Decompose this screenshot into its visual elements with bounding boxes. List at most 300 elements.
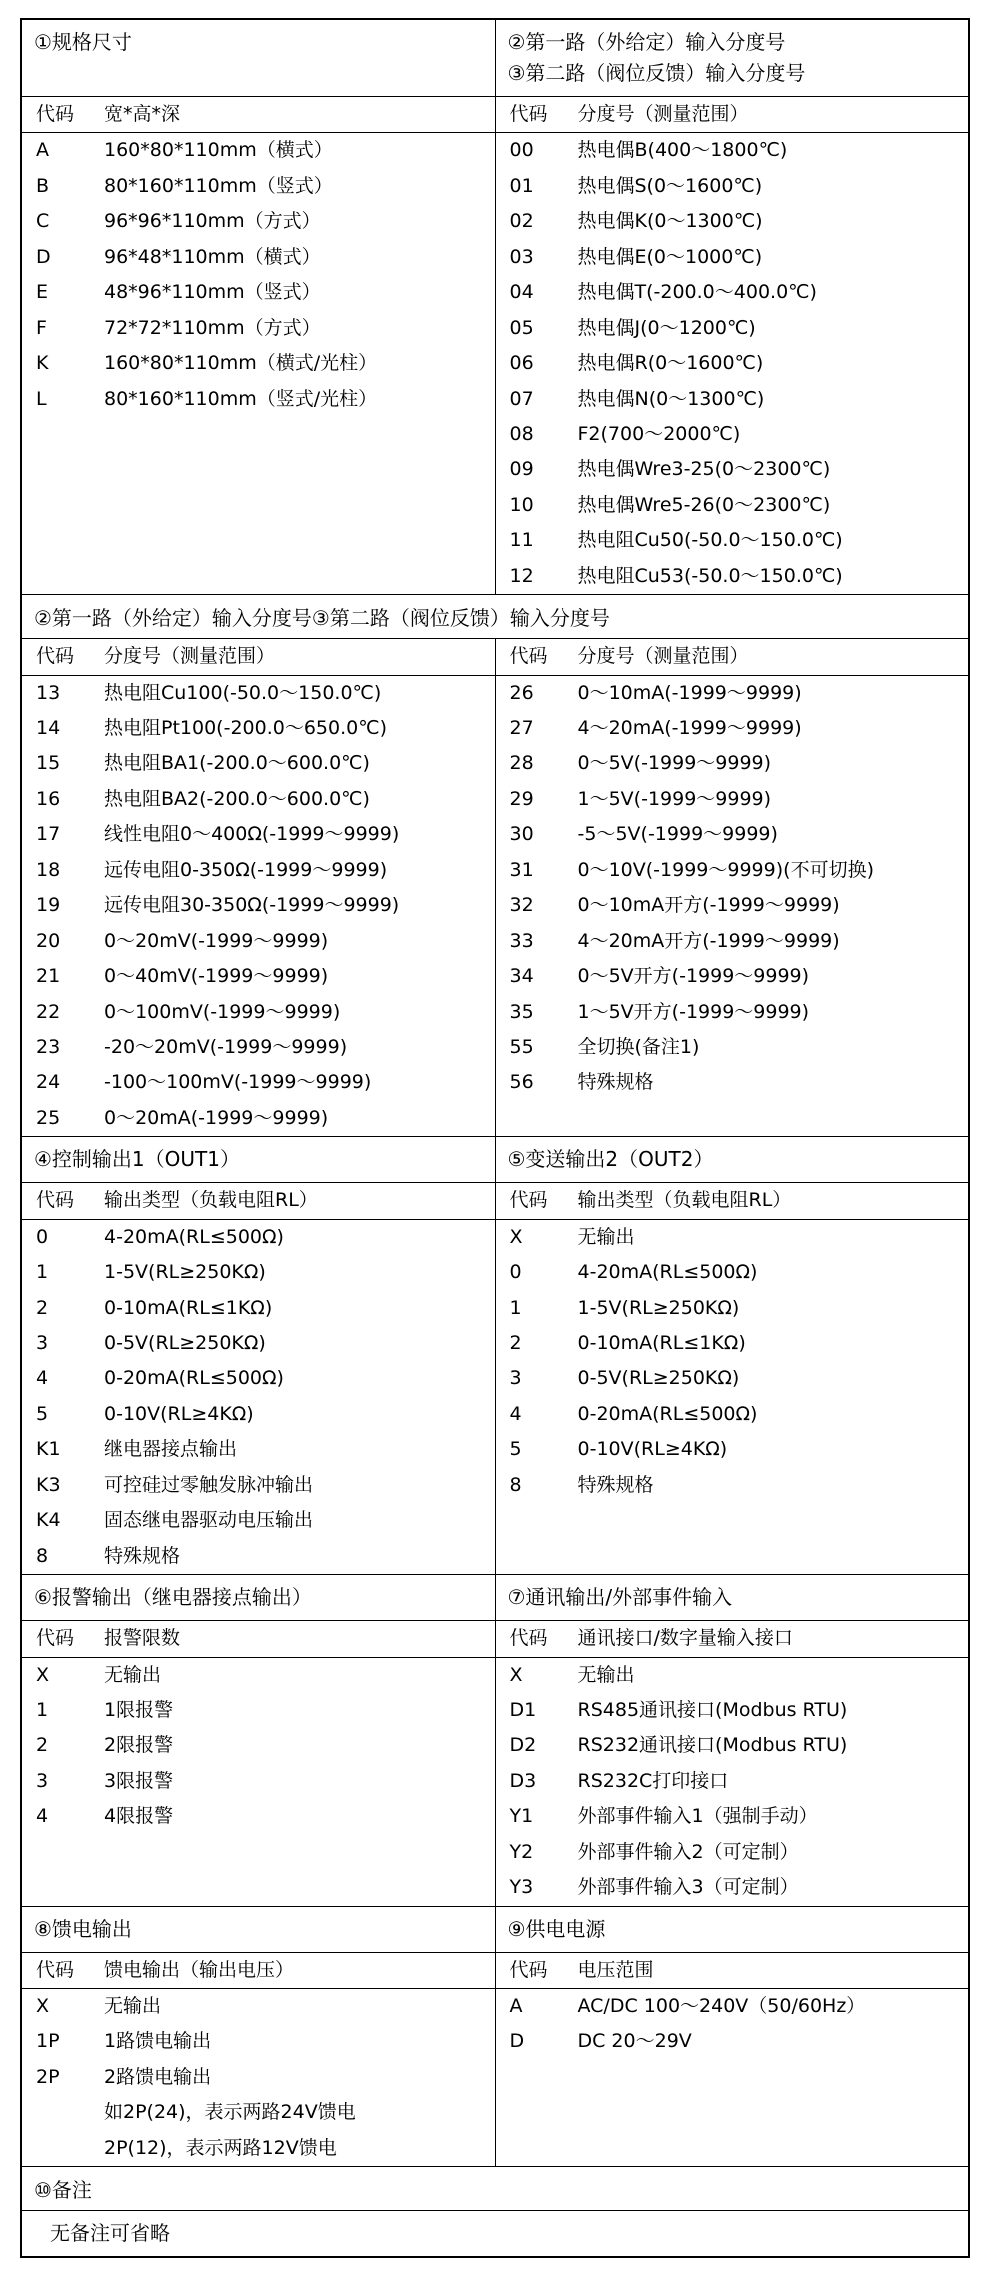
section-6-body-cell xyxy=(21,1657,495,1906)
row-desc: 1-5V(RL≥250KΩ) xyxy=(104,1261,266,1284)
section-6-rows xyxy=(22,1658,495,1835)
row-code: 1P xyxy=(36,2030,60,2053)
row-desc: 特殊规格 xyxy=(577,1473,654,1496)
row-desc: 热电阻BA2(-200.0～600.0℃) xyxy=(104,787,370,810)
section-7-body-cell xyxy=(495,1657,969,1906)
section-23-cont-header-row xyxy=(21,595,969,639)
table-row xyxy=(22,240,495,275)
table-row xyxy=(496,523,969,558)
row-code: D xyxy=(509,2030,525,2053)
table-row xyxy=(22,169,495,204)
row-desc: 0-10mA(RL≤1KΩ) xyxy=(577,1332,746,1354)
row-code: 10 xyxy=(509,493,534,516)
table-row xyxy=(22,1397,495,1432)
row-desc: 远传电阻30-350Ω(-1999～9999) xyxy=(104,894,400,917)
table-row xyxy=(496,1835,969,1870)
table-row xyxy=(496,959,969,994)
row-code: 25 xyxy=(36,1106,61,1129)
row-code: 55 xyxy=(509,1035,534,1058)
section-3-title-line2: ③第二路（阀位反馈）输入分度号 xyxy=(507,61,806,85)
col-header-code: 代码 xyxy=(509,1627,548,1650)
row-code: K3 xyxy=(36,1473,61,1496)
row-code: 8 xyxy=(36,1544,49,1567)
row-desc: 1限报警 xyxy=(104,1698,174,1721)
row-code: 09 xyxy=(509,458,534,481)
row-desc: 外部事件输入3（可定制） xyxy=(577,1876,799,1899)
section-10-title: ⑩备注 xyxy=(34,2178,92,2203)
table-row xyxy=(496,1799,969,1834)
row-desc: RS232通讯接口(Modbus RTU) xyxy=(577,1734,848,1757)
row-code: 1 xyxy=(36,1261,49,1284)
row-desc: 热电偶T(-200.0～400.0℃) xyxy=(577,281,817,304)
row-note: 2P(12)，表示两路12V馈电 xyxy=(104,2136,337,2159)
table-row xyxy=(496,1953,969,1988)
table-row xyxy=(496,1989,969,2024)
row-code: 1 xyxy=(509,1296,522,1319)
section-10-note: 无备注可省略 xyxy=(22,2211,968,2256)
row-code: 4 xyxy=(509,1402,522,1425)
section-9-colheader xyxy=(496,1953,969,1988)
row-desc: 热电偶S(0～1600℃) xyxy=(577,174,763,197)
row-code: 31 xyxy=(509,858,534,881)
specification-table xyxy=(20,18,970,2258)
row-code: 35 xyxy=(509,1000,534,1023)
row-desc: 0-5V(RL≥250KΩ) xyxy=(577,1367,740,1390)
col-header-code: 代码 xyxy=(36,1958,75,1981)
section-1-colheader-cell xyxy=(21,97,495,133)
section-header-row-45 xyxy=(21,1137,969,1183)
row-desc: 0-10V(RL≥4KΩ) xyxy=(104,1402,254,1425)
table-row xyxy=(496,97,969,132)
body-row-45 xyxy=(21,1219,969,1574)
section-6-colheader-cell xyxy=(21,1621,495,1657)
row-desc: RS232C打印接口 xyxy=(577,1769,729,1792)
row-desc: 继电器接点输出 xyxy=(104,1438,238,1461)
section-2-title xyxy=(496,20,969,96)
table-row xyxy=(496,559,969,594)
row-desc: 0～10mA(-1999～9999) xyxy=(577,681,802,704)
table-row xyxy=(496,1361,969,1396)
row-code: 01 xyxy=(509,174,534,197)
row-code: 17 xyxy=(36,823,61,846)
row-desc: 无输出 xyxy=(577,1225,635,1248)
row-code: 0 xyxy=(36,1225,49,1248)
row-desc: 80*160*110mm（竖式/光柱） xyxy=(104,387,378,410)
row-desc: 外部事件输入1（强制手动） xyxy=(577,1805,818,1828)
section-8-colheader xyxy=(22,1953,495,1988)
row-code: 13 xyxy=(36,681,61,704)
table-row xyxy=(496,711,969,746)
table-row xyxy=(496,782,969,817)
column-header-row-89 xyxy=(21,1952,969,1988)
table-row xyxy=(496,1397,969,1432)
section-9-header-cell xyxy=(495,1906,969,1952)
row-desc: 热电偶B(400～1800℃) xyxy=(577,139,788,162)
row-code: 2 xyxy=(36,1734,49,1757)
section-9-body-cell xyxy=(495,1989,969,2167)
row-desc: 4-20mA(RL≤500Ω) xyxy=(104,1225,284,1248)
table-row xyxy=(496,888,969,923)
row-desc: 72*72*110mm（方式） xyxy=(104,316,321,339)
table-row xyxy=(496,1220,969,1255)
table-row xyxy=(496,346,969,381)
row-code: D3 xyxy=(509,1769,537,1792)
section-23-left-rows xyxy=(22,676,495,1137)
table-row xyxy=(496,311,969,346)
row-code: 06 xyxy=(509,352,534,375)
table-row xyxy=(496,1764,969,1799)
row-desc: 固态继电器驱动电压输出 xyxy=(104,1509,314,1532)
col-header-code: 代码 xyxy=(36,1627,75,1650)
row-code: 02 xyxy=(509,210,534,233)
section-5-rows xyxy=(496,1220,969,1504)
section-1-colheader xyxy=(22,97,495,132)
row-code: X xyxy=(36,1663,50,1686)
table-row xyxy=(22,711,495,746)
table-row xyxy=(496,488,969,523)
table-row xyxy=(496,1432,969,1467)
row-code: F xyxy=(36,316,47,339)
row-code: 56 xyxy=(509,1071,534,1094)
row-code: 29 xyxy=(509,787,534,810)
row-desc: 热电阻Cu50(-50.0～150.0℃) xyxy=(577,529,843,552)
row-desc: 热电偶N(0～1300℃) xyxy=(577,387,765,410)
row-code: X xyxy=(36,1995,50,2017)
row-desc: 热电偶E(0～1000℃) xyxy=(577,245,763,268)
row-code: 27 xyxy=(509,717,534,739)
section-1-header-cell xyxy=(21,19,495,97)
row-desc: -5～5V(-1999～9999) xyxy=(577,823,778,846)
section-23-cont-left-colheader-cell xyxy=(21,639,495,675)
row-desc: 4限报警 xyxy=(104,1805,174,1828)
row-code: 5 xyxy=(36,1402,49,1425)
col-header-desc: 分度号（测量范围） xyxy=(577,645,749,668)
section-23-cont-left-body-cell xyxy=(21,675,495,1137)
row-code: 5 xyxy=(509,1438,522,1461)
table-row xyxy=(496,1658,969,1693)
row-code: 00 xyxy=(509,139,534,162)
section-6-header-cell xyxy=(21,1575,495,1621)
row-desc: 1～5V(-1999～9999) xyxy=(577,787,772,810)
section-23-right-rows xyxy=(496,676,969,1101)
table-row xyxy=(496,1255,969,1290)
row-code: A xyxy=(36,139,49,162)
column-header-row-45 xyxy=(21,1183,969,1219)
table-row xyxy=(22,2024,495,2059)
col-header-desc: 宽*高*深 xyxy=(104,103,181,125)
row-code: 3 xyxy=(36,1769,49,1792)
row-code: 16 xyxy=(36,787,61,810)
col-header-desc: 输出类型（负载电阻RL） xyxy=(577,1189,792,1212)
row-code: 32 xyxy=(509,894,534,917)
section-5-body-cell xyxy=(495,1219,969,1574)
row-desc: 0-5V(RL≥250KΩ) xyxy=(104,1332,266,1354)
row-desc: 0-20mA(RL≤500Ω) xyxy=(104,1367,284,1390)
row-code: 30 xyxy=(509,823,534,846)
row-code: D1 xyxy=(509,1698,537,1721)
table-row xyxy=(22,782,495,817)
row-desc: 1-5V(RL≥250KΩ) xyxy=(577,1296,740,1319)
table-row xyxy=(496,924,969,959)
section-6-title: ⑥报警输出（继电器接点输出） xyxy=(22,1575,495,1620)
section-2-body-cell xyxy=(495,133,969,595)
col-header-desc: 报警限数 xyxy=(104,1627,181,1650)
row-code: 2P xyxy=(36,2065,60,2088)
row-code: 19 xyxy=(36,894,61,917)
table-row xyxy=(496,240,969,275)
row-code: 4 xyxy=(36,1367,49,1390)
row-code: A xyxy=(509,1995,523,2017)
section-10-body-cell xyxy=(21,2211,969,2258)
row-desc: 热电偶Wre5-26(0～2300℃) xyxy=(577,493,831,516)
row-desc: 0-10mA(RL≤1KΩ) xyxy=(104,1296,273,1319)
table-row xyxy=(22,959,495,994)
table-row xyxy=(22,346,495,381)
row-code: Y2 xyxy=(509,1840,534,1863)
section-23-cont-right-colheader-cell xyxy=(495,639,969,675)
section-10-header-cell xyxy=(21,2167,969,2211)
row-code: Y3 xyxy=(509,1876,534,1899)
col-header-desc: 分度号（测量范围） xyxy=(104,645,276,668)
table-row xyxy=(22,275,495,310)
section-header-row-1 xyxy=(21,19,969,97)
table-row xyxy=(496,1468,969,1503)
row-code: 2 xyxy=(36,1296,49,1319)
section-header-row-89 xyxy=(21,1906,969,1952)
section-4-rows xyxy=(22,1220,495,1574)
table-row xyxy=(22,1764,495,1799)
row-desc: 热电阻Cu100(-50.0～150.0℃) xyxy=(104,681,382,704)
row-code: 3 xyxy=(509,1367,522,1390)
row-desc: 热电阻Cu53(-50.0～150.0℃) xyxy=(577,564,843,587)
row-desc: DC 20～29V xyxy=(577,2030,692,2053)
section-6-colheader xyxy=(22,1621,495,1656)
colheader-right xyxy=(496,639,969,674)
row-desc: RS485通讯接口(Modbus RTU) xyxy=(577,1698,848,1721)
table-row xyxy=(496,817,969,852)
section-5-colheader xyxy=(496,1183,969,1218)
column-header-row-67 xyxy=(21,1621,969,1657)
table-row xyxy=(496,1291,969,1326)
row-desc: 全切换(备注1) xyxy=(577,1035,700,1058)
table-row xyxy=(496,452,969,487)
row-desc: 无输出 xyxy=(104,1663,162,1686)
row-code: 20 xyxy=(36,929,61,952)
table-row xyxy=(496,639,969,674)
table-row xyxy=(22,1220,495,1255)
table-row xyxy=(22,1468,495,1503)
row-code: 26 xyxy=(509,681,534,704)
table-row xyxy=(22,853,495,888)
row-code: X xyxy=(509,1225,523,1248)
row-code: 22 xyxy=(36,1000,61,1023)
row-desc: 无输出 xyxy=(104,1995,162,2017)
section-9-rows xyxy=(496,1989,969,2060)
table-row xyxy=(22,1183,495,1218)
section-8-title: ⑧馈电输出 xyxy=(22,1907,495,1952)
body-row-2 xyxy=(21,675,969,1137)
row-desc: 线性电阻0～400Ω(-1999～9999) xyxy=(104,823,400,846)
table-row xyxy=(22,1693,495,1728)
row-desc: 特殊规格 xyxy=(577,1071,654,1094)
row-desc: 4-20mA(RL≤500Ω) xyxy=(577,1261,758,1284)
row-code: 07 xyxy=(509,387,534,410)
table-row xyxy=(496,275,969,310)
row-code: 14 xyxy=(36,717,61,739)
table-row xyxy=(496,382,969,417)
section-8-rows xyxy=(22,1989,495,2166)
table-row xyxy=(22,639,495,674)
column-header-row-2 xyxy=(21,639,969,675)
table-row xyxy=(22,924,495,959)
section-7-rows xyxy=(496,1658,969,1906)
row-code: 03 xyxy=(509,245,534,268)
row-desc: 热电偶Wre3-25(0～2300℃) xyxy=(577,458,831,481)
row-code: 05 xyxy=(509,316,534,339)
table-row xyxy=(22,1101,495,1136)
table-row xyxy=(496,2024,969,2059)
row-desc: AC/DC 100～240V（50/60Hz） xyxy=(577,1995,866,2017)
table-row xyxy=(22,204,495,239)
row-desc: 热电偶R(0～1600℃) xyxy=(577,352,764,375)
table-row xyxy=(496,746,969,781)
body-row-1 xyxy=(21,133,969,595)
section-7-colheader xyxy=(496,1621,969,1656)
table-row xyxy=(22,2131,495,2166)
section-1-body-cell xyxy=(21,133,495,595)
row-code: 3 xyxy=(36,1332,49,1354)
row-code-empty xyxy=(22,2131,102,2166)
row-code: X xyxy=(509,1663,523,1686)
row-code: 34 xyxy=(509,965,534,988)
row-desc: 2限报警 xyxy=(104,1734,174,1757)
row-code: K4 xyxy=(36,1509,61,1532)
row-desc: 热电阻BA1(-200.0～600.0℃) xyxy=(104,752,370,775)
row-code: 24 xyxy=(36,1071,61,1094)
section-8-header-cell xyxy=(21,1906,495,1952)
table-row xyxy=(22,995,495,1030)
section-4-colheader xyxy=(22,1183,495,1218)
row-code-empty xyxy=(22,2095,102,2130)
section-9-colheader-cell xyxy=(495,1952,969,1988)
table-row xyxy=(496,1030,969,1065)
section-23-cont-title: ②第一路（外给定）输入分度号③第二路（阀位反馈）输入分度号 xyxy=(34,606,610,631)
row-desc: 4～20mA开方(-1999～9999) xyxy=(577,929,840,952)
section-8-colheader-cell xyxy=(21,1952,495,1988)
section-header-row-67 xyxy=(21,1575,969,1621)
row-desc: -20～20mV(-1999～9999) xyxy=(104,1035,348,1058)
table-row xyxy=(22,1539,495,1574)
section-7-title: ⑦通讯输出/外部事件输入 xyxy=(496,1575,969,1620)
row-code: 2 xyxy=(509,1332,522,1354)
section-10-body-row xyxy=(21,2211,969,2258)
table-row xyxy=(496,1621,969,1656)
row-desc: 无输出 xyxy=(577,1663,635,1686)
row-code: D2 xyxy=(509,1734,537,1757)
row-desc: 4～20mA(-1999～9999) xyxy=(577,717,802,739)
table-row xyxy=(22,1361,495,1396)
section-23-cont-right-body-cell xyxy=(495,675,969,1137)
table-row xyxy=(22,1658,495,1693)
row-desc: 热电偶J(0～1200℃) xyxy=(577,316,756,339)
section-4-header-cell xyxy=(21,1137,495,1183)
row-desc: 96*48*110mm（横式） xyxy=(104,245,321,268)
table-row xyxy=(496,1693,969,1728)
table-row xyxy=(496,169,969,204)
table-row xyxy=(22,888,495,923)
table-row xyxy=(22,746,495,781)
row-desc: 热电偶K(0～1300℃) xyxy=(577,210,763,233)
section-9-title: ⑨供电电源 xyxy=(496,1907,969,1952)
section-8-body-cell xyxy=(21,1989,495,2167)
table-row xyxy=(22,1728,495,1763)
row-code: 08 xyxy=(509,422,534,445)
row-desc: 0～10V(-1999～9999)(不可切换) xyxy=(577,858,874,881)
col-header-code: 代码 xyxy=(509,103,548,125)
section-23-cont-header-cell xyxy=(21,595,969,639)
col-header-code: 代码 xyxy=(36,645,75,668)
section-4-body-cell xyxy=(21,1219,495,1574)
section-4-title: ④控制输出1（OUT1） xyxy=(22,1137,495,1182)
row-code: 8 xyxy=(509,1473,522,1496)
row-desc: 可控硅过零触发脉冲输出 xyxy=(104,1473,314,1496)
col-header-desc: 通讯接口/数字量输入接口 xyxy=(577,1627,793,1650)
section-2-rows xyxy=(496,133,969,594)
table-row xyxy=(22,311,495,346)
row-code: K xyxy=(36,352,49,375)
section-2-title-line1: ②第一路（外给定）输入分度号 xyxy=(507,30,786,54)
row-code: 4 xyxy=(36,1805,49,1828)
table-row xyxy=(22,817,495,852)
table-row xyxy=(22,1065,495,1100)
section-7-colheader-cell xyxy=(495,1621,969,1657)
row-desc: 远传电阻0-350Ω(-1999～9999) xyxy=(104,858,388,881)
row-desc: 2路馈电输出 xyxy=(104,2065,212,2088)
col-header-code: 代码 xyxy=(509,1958,548,1981)
row-desc: 0～20mA(-1999～9999) xyxy=(104,1106,329,1129)
row-code: 15 xyxy=(36,752,61,775)
table-row xyxy=(22,382,495,417)
row-desc: 热电阻Pt100(-200.0～650.0℃) xyxy=(104,717,387,739)
table-row xyxy=(22,1621,495,1656)
table-row xyxy=(496,204,969,239)
row-desc: 0～20mV(-1999～9999) xyxy=(104,929,329,952)
row-code: 28 xyxy=(509,752,534,775)
row-code: Y1 xyxy=(509,1805,534,1828)
row-desc: 0-10V(RL≥4KΩ) xyxy=(577,1438,728,1461)
section-7-header-cell xyxy=(495,1575,969,1621)
row-code: 11 xyxy=(509,529,534,552)
colheader-left xyxy=(22,639,495,674)
row-desc: 3限报警 xyxy=(104,1769,174,1792)
col-header-desc: 输出类型（负载电阻RL） xyxy=(104,1189,318,1212)
table-row xyxy=(22,1030,495,1065)
col-header-code: 代码 xyxy=(36,103,75,125)
row-desc: 特殊规格 xyxy=(104,1544,181,1567)
table-row xyxy=(496,1065,969,1100)
row-desc: 160*80*110mm（横式） xyxy=(104,139,333,162)
table-row xyxy=(22,1255,495,1290)
row-desc: F2(700～2000℃) xyxy=(577,422,741,445)
table-row xyxy=(22,1989,495,2024)
col-header-desc: 馈电输出（输出电压） xyxy=(104,1958,295,1981)
section-1-title: ①规格尺寸 xyxy=(22,20,495,65)
row-code: B xyxy=(36,174,50,197)
table-row xyxy=(22,1953,495,1988)
table-row xyxy=(496,133,969,168)
table-row xyxy=(496,1870,969,1905)
col-header-code: 代码 xyxy=(509,645,548,668)
